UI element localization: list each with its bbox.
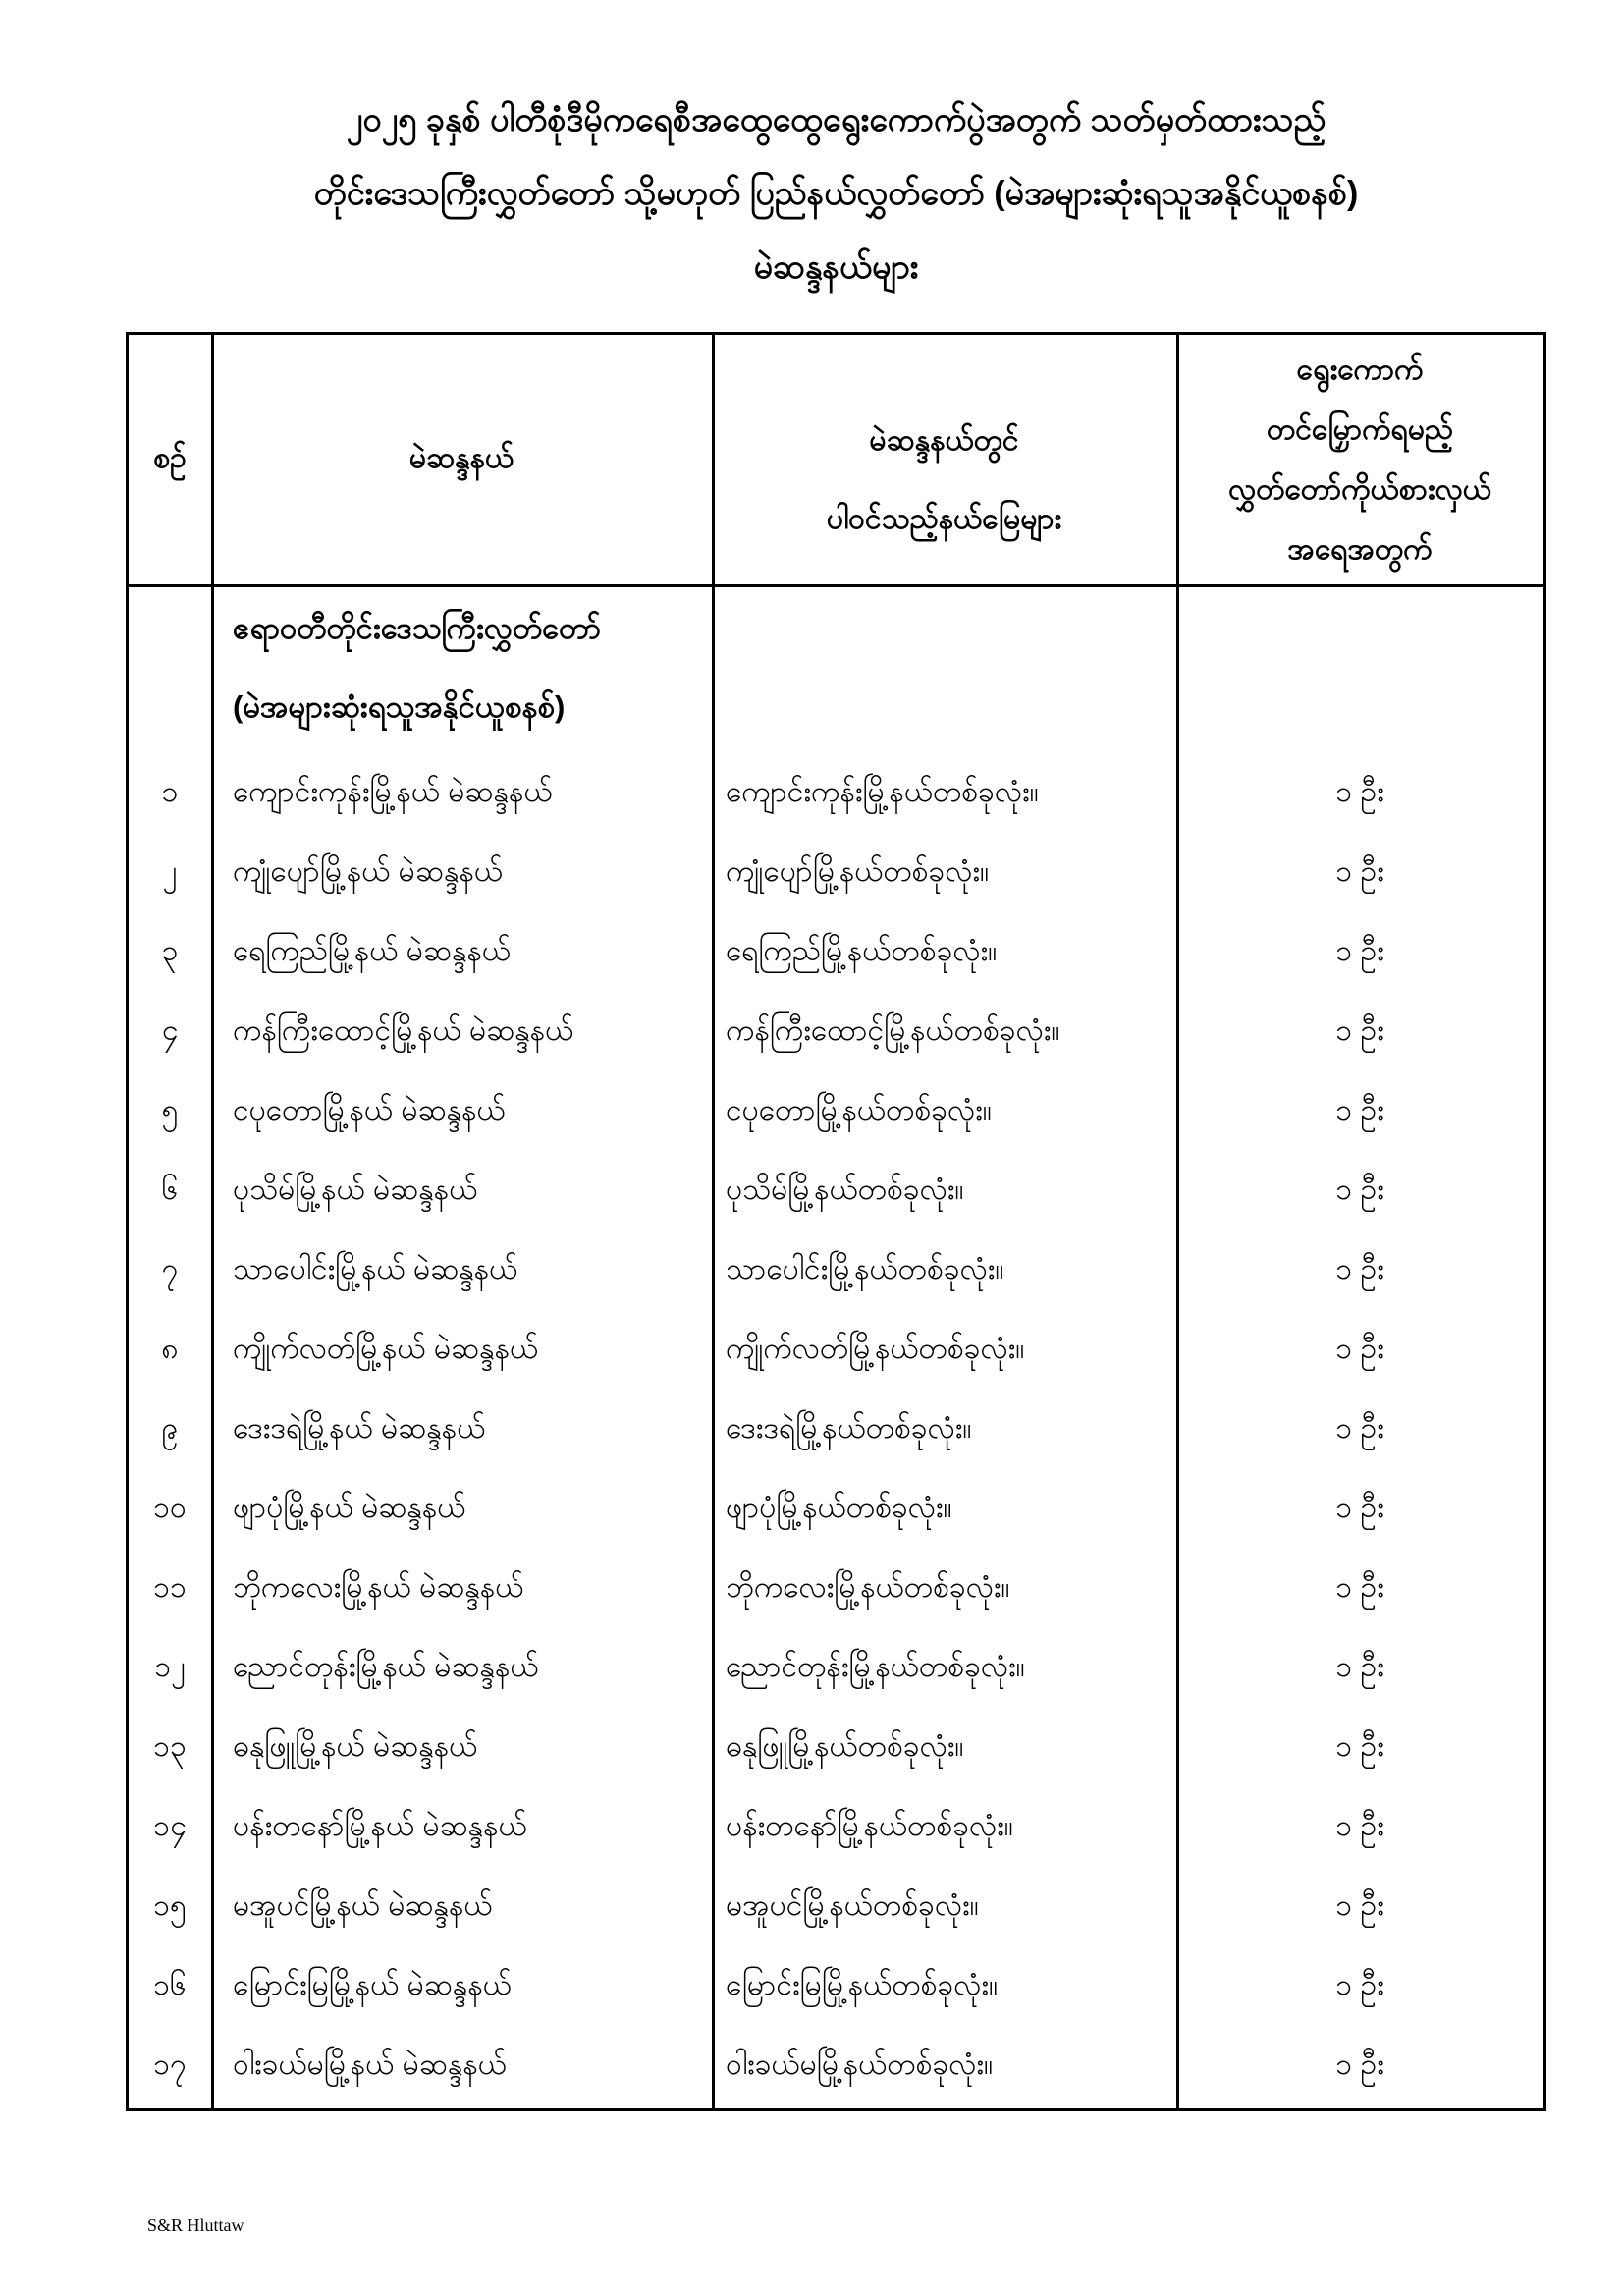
table-row	[129, 993, 1543, 1072]
header-reps-line-3: လွှတ်တော်ကိုယ်စားလှယ်	[1228, 473, 1491, 506]
table-row	[129, 2027, 1543, 2106]
row-number-cell: ၁၅	[153, 1889, 187, 1922]
table-row	[129, 1311, 1543, 1391]
table-row	[129, 1072, 1543, 1152]
header-cell-no: စဉ်	[153, 441, 187, 474]
section-empty-cell	[129, 589, 211, 746]
row-constituency-cell: ကျုံပျော်မြို့နယ် မဲဆန္ဒနယ်	[233, 855, 503, 888]
row-areas-cell: ကျုံပျော်မြို့နယ်တစ်ခုလုံး။	[726, 855, 990, 888]
row-number-cell: ၁၇	[153, 2049, 187, 2081]
table-row	[129, 1231, 1543, 1311]
table-header-row	[129, 335, 1543, 587]
row-constituency-cell: ဘိုကလေးမြို့နယ် မဲဆန္ဒနယ်	[233, 1571, 524, 1604]
footer-watermark: S&R Hluttaw	[147, 2215, 244, 2235]
table-body	[129, 589, 1543, 2106]
table-row	[129, 834, 1543, 913]
header-cell-constituency: မဲဆန္ဒနယ်	[408, 441, 514, 474]
region-section-header	[129, 589, 1543, 746]
row-number-cell: ၁၀	[153, 1492, 187, 1524]
row-areas-cell: သာပေါင်းမြို့နယ်တစ်ခုလုံး။	[726, 1253, 1004, 1285]
row-areas-cell: ပုသိမ်မြို့နယ်တစ်ခုလုံး။	[726, 1174, 964, 1206]
page-title-line-3: မဲဆန္ဒနယ်များ	[753, 248, 919, 286]
row-areas-cell: ဓနုဖြူမြို့နယ်တစ်ခုလုံး။	[726, 1730, 964, 1763]
row-constituency-cell: ဓနုဖြူမြို့နယ် မဲဆန္ဒနယ်	[233, 1730, 478, 1763]
row-number-cell: ၄	[161, 1014, 179, 1047]
row-constituency-cell: သာပေါင်းမြို့နယ် မဲဆန္ဒနယ်	[233, 1253, 518, 1285]
row-areas-cell: မအူပင်မြို့နယ်တစ်ခုလုံး။	[726, 1889, 979, 1922]
row-areas-cell: ဝါးခယ်မမြို့နယ်တစ်ခုလုံး။	[726, 2049, 994, 2081]
row-representatives-cell: ၁ ဦး	[1335, 1412, 1384, 1445]
row-representatives-cell: ၁ ဦး	[1335, 1889, 1384, 1922]
row-number-cell: ၁	[161, 776, 179, 808]
row-areas-cell: ပန်းတနော်မြို့နယ်တစ်ခုလုံး။	[726, 1810, 1013, 1842]
row-constituency-cell: ညောင်တုန်းမြို့နယ် မဲဆန္ဒနယ်	[233, 1651, 539, 1683]
row-number-cell: ၁၆	[153, 1969, 187, 2001]
table-column-divider	[712, 335, 715, 2108]
row-areas-cell: မြောင်းမြမြို့နယ်တစ်ခုလုံး။	[726, 1969, 999, 2001]
row-areas-cell: ကျောင်းကုန်းမြို့နယ်တစ်ခုလုံး။	[726, 776, 1039, 808]
row-representatives-cell: ၁ ဦး	[1335, 1174, 1384, 1206]
header-reps-line-1: ရွေးကောက်	[1296, 354, 1424, 386]
table-row	[129, 1629, 1543, 1709]
row-constituency-cell: ပန်းတနော်မြို့နယ် မဲဆန္ဒနယ်	[233, 1810, 527, 1842]
row-constituency-cell: မအူပင်မြို့နယ် မဲဆန္ဒနယ်	[233, 1889, 493, 1922]
row-number-cell: ၃	[161, 935, 179, 967]
section-title-line-2: (မဲအများဆုံးရသူအနိုင်ယူစနစ်)	[233, 689, 566, 724]
table-row	[129, 1391, 1543, 1470]
table-row	[129, 1868, 1543, 1947]
header-cell-areas	[712, 335, 1176, 584]
row-number-cell: ၁၃	[153, 1730, 187, 1763]
row-number-cell: ၉	[161, 1412, 179, 1445]
row-representatives-cell: ၁ ဦး	[1335, 1253, 1384, 1285]
row-representatives-cell: ၁ ဦး	[1335, 1730, 1384, 1763]
row-constituency-cell: ကျိုက်လတ်မြို့နယ် မဲဆန္ဒနယ်	[233, 1333, 539, 1365]
row-constituency-cell: ဖျာပုံမြို့နယ် မဲဆန္ဒနယ်	[233, 1492, 466, 1524]
row-representatives-cell: ၁ ဦး	[1335, 776, 1384, 808]
section-title	[211, 589, 712, 746]
row-representatives-cell: ၁ ဦး	[1335, 1094, 1384, 1126]
row-constituency-cell: ကန်ကြီးထောင့်မြို့နယ် မဲဆန္ဒနယ်	[233, 1014, 574, 1047]
row-areas-cell: ဖျာပုံမြို့နယ်တစ်ခုလုံး။	[726, 1492, 952, 1524]
header-areas-line-1: မဲဆန္ဒနယ်တွင်	[869, 424, 1019, 457]
table-row	[129, 1947, 1543, 2027]
table-rows	[129, 754, 1543, 2106]
row-constituency-cell: ဒေးဒရဲမြို့နယ် မဲဆန္ဒနယ်	[233, 1412, 486, 1445]
row-areas-cell: ဒေးဒရဲမြို့နယ်တစ်ခုလုံး။	[726, 1412, 972, 1445]
row-representatives-cell: ၁ ဦး	[1335, 1810, 1384, 1842]
table-row	[129, 1152, 1543, 1231]
row-areas-cell: ကန်ကြီးထောင့်မြို့နယ်တစ်ခုလုံး။	[726, 1014, 1060, 1047]
page-title	[126, 83, 1546, 304]
row-number-cell: ၇	[161, 1253, 179, 1285]
table-row	[129, 1709, 1543, 1788]
row-representatives-cell: ၁ ဦး	[1335, 1492, 1384, 1524]
row-representatives-cell: ၁ ဦး	[1335, 1333, 1384, 1365]
table-row	[129, 754, 1543, 834]
row-number-cell: ၁၁	[153, 1571, 187, 1604]
constituency-table	[126, 332, 1546, 2111]
row-areas-cell: ညောင်တုန်းမြို့နယ်တစ်ခုလုံး။	[726, 1651, 1025, 1683]
header-cell-representatives	[1176, 335, 1543, 584]
page-title-line-2: တိုင်းဒေသကြီးလွှတ်တော် သို့မဟုတ် ပြည်နယ်လွှတ်တော် (မဲအများဆုံးရသူအနိုင်ယူစနစ်)	[313, 175, 1359, 212]
row-number-cell: ၂	[162, 855, 178, 888]
table-row	[129, 1788, 1543, 1868]
row-number-cell: ၅	[161, 1094, 179, 1126]
table-row	[129, 1470, 1543, 1550]
table-column-divider	[211, 335, 214, 2108]
header-reps-line-2: တင်မြှောက်ရမည့်	[1267, 413, 1453, 446]
row-number-cell: ၈	[161, 1333, 179, 1365]
row-representatives-cell: ၁ ဦး	[1335, 2049, 1384, 2081]
row-representatives-cell: ၁ ဦး	[1335, 935, 1384, 967]
table-column-divider	[1176, 335, 1179, 2108]
row-constituency-cell: ကျောင်းကုန်းမြို့နယ် မဲဆန္ဒနယ်	[233, 776, 553, 808]
row-constituency-cell: ဝါးခယ်မမြို့နယ် မဲဆန္ဒနယ်	[233, 2049, 507, 2081]
row-representatives-cell: ၁ ဦး	[1335, 1571, 1384, 1604]
row-areas-cell: ဘိုကလေးမြို့နယ်တစ်ခုလုံး။	[726, 1571, 1010, 1604]
row-number-cell: ၆	[161, 1174, 179, 1206]
row-number-cell: ၁၂	[154, 1651, 186, 1683]
header-reps-line-4: အရေအတွက်	[1287, 533, 1433, 566]
header-areas-line-2: ပါဝင်သည့်နယ်မြေများ	[826, 503, 1062, 535]
section-title-line-1: ဧရာဝတီတိုင်းဒေသကြီးလွှတ်တော်	[233, 611, 601, 645]
table-row	[129, 1550, 1543, 1629]
row-representatives-cell: ၁ ဦး	[1335, 855, 1384, 888]
row-number-cell: ၁၄	[153, 1810, 187, 1842]
row-representatives-cell: ၁ ဦး	[1335, 1969, 1384, 2001]
page-title-line-1: ၂၀၂၅ ခုနှစ် ပါတီစုံဒီမိုကရေစီအထွေထွေရွေးကောက်ပွဲအတွက် သတ်မှတ်ထားသည့်	[346, 101, 1326, 138]
row-constituency-cell: ရေကြည်မြို့နယ် မဲဆန္ဒနယ်	[233, 935, 511, 967]
row-representatives-cell: ၁ ဦး	[1335, 1014, 1384, 1047]
row-constituency-cell: ငပုတောမြို့နယ် မဲဆန္ဒနယ်	[233, 1094, 506, 1126]
row-representatives-cell: ၁ ဦး	[1335, 1651, 1384, 1683]
row-areas-cell: ကျိုက်လတ်မြို့နယ်တစ်ခုလုံး။	[726, 1333, 1025, 1365]
row-constituency-cell: ပုသိမ်မြို့နယ် မဲဆန္ဒနယ်	[233, 1174, 478, 1206]
table-row	[129, 913, 1543, 993]
row-areas-cell: ရေကြည်မြို့နယ်တစ်ခုလုံး။	[726, 935, 998, 967]
row-constituency-cell: မြောင်းမြမြို့နယ် မဲဆန္ဒနယ်	[233, 1969, 512, 2001]
row-areas-cell: ငပုတောမြို့နယ်တစ်ခုလုံး။	[726, 1094, 992, 1126]
